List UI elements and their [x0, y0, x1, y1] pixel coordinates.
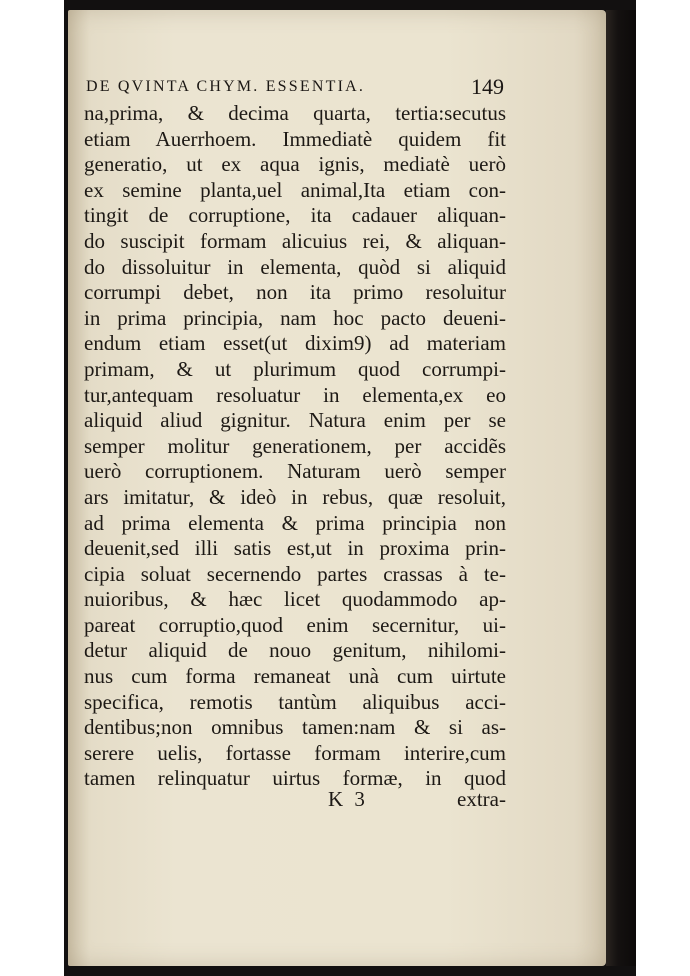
running-title: DE QVINTA CHYM. ESSENTIA. [86, 78, 366, 95]
text-line: ars imitatur, & ideò in rebus, quæ resoluit, [84, 484, 506, 509]
text-line: nus cum forma remaneat unà cum uirtute [84, 664, 506, 689]
text-line: tur,antequam resoluatur in elementa,ex eo [84, 382, 506, 407]
text-line: dentibus;non omnibus tamen:nam & si as- [84, 715, 506, 740]
text-line: semper molitur generationem, per accidẽs [84, 433, 506, 458]
text-line: ad prima elementa & prima principia non [84, 510, 506, 535]
page-number: 149 [471, 74, 504, 99]
text-line: do suscipit formam alicuius rei, & aliquan- [84, 228, 506, 253]
text-line: pareat corruptio,quod enim secernitur, ui- [84, 612, 506, 637]
signature-mark: K 3 [328, 787, 368, 811]
text-line: in prima principia, nam hoc pacto deueni- [84, 305, 506, 330]
text-line: tingit de corruptione, ita cadauer aliquan- [84, 203, 506, 228]
page-header [86, 74, 504, 98]
catchword: extra- [457, 787, 506, 811]
body-text [84, 101, 506, 792]
text-line: na,prima, & decima quarta, tertia:secutus [84, 101, 506, 125]
text-line: endum etiam esset(ut dixim9) ad materiam [84, 331, 506, 356]
text-line: tamen relinquatur uirtus formæ, in quod [84, 766, 506, 791]
text-line: do dissoluitur in elementa, quòd si aliquid [84, 254, 506, 279]
text-line: detur aliquid de nouo genitum, nihilomi- [84, 638, 506, 663]
text-line: primam, & ut plurimum quod corrumpi- [84, 356, 506, 381]
text-line: serere uelis, fortasse formam interire,cum [84, 740, 506, 765]
text-line: ex semine planta,uel animal,Ita etiam con- [84, 177, 506, 202]
text-line: uerò corruptionem. Naturam uerò semper [84, 459, 506, 484]
page-footer [84, 787, 506, 813]
text-line: generatio, ut ex aqua ignis, mediatè uerò [84, 152, 506, 177]
text-line: specifica, remotis tantùm aliquibus acci- [84, 689, 506, 714]
text-line: corrumpi debet, non ita primo resoluitur [84, 280, 506, 305]
text-line: aliquid aliud gignitur. Natura enim per se [84, 408, 506, 433]
text-line: deuenit,sed illi satis est,ut in proxima prin- [84, 536, 506, 561]
text-line: nuioribus, & hæc licet quodammodo ap- [84, 587, 506, 612]
page-fore-edge [606, 10, 636, 966]
text-line: cipia soluat secernendo partes crassas à te- [84, 561, 506, 586]
text-line: etiam Auerrhoem. Immediatè quidem fit [84, 126, 506, 151]
